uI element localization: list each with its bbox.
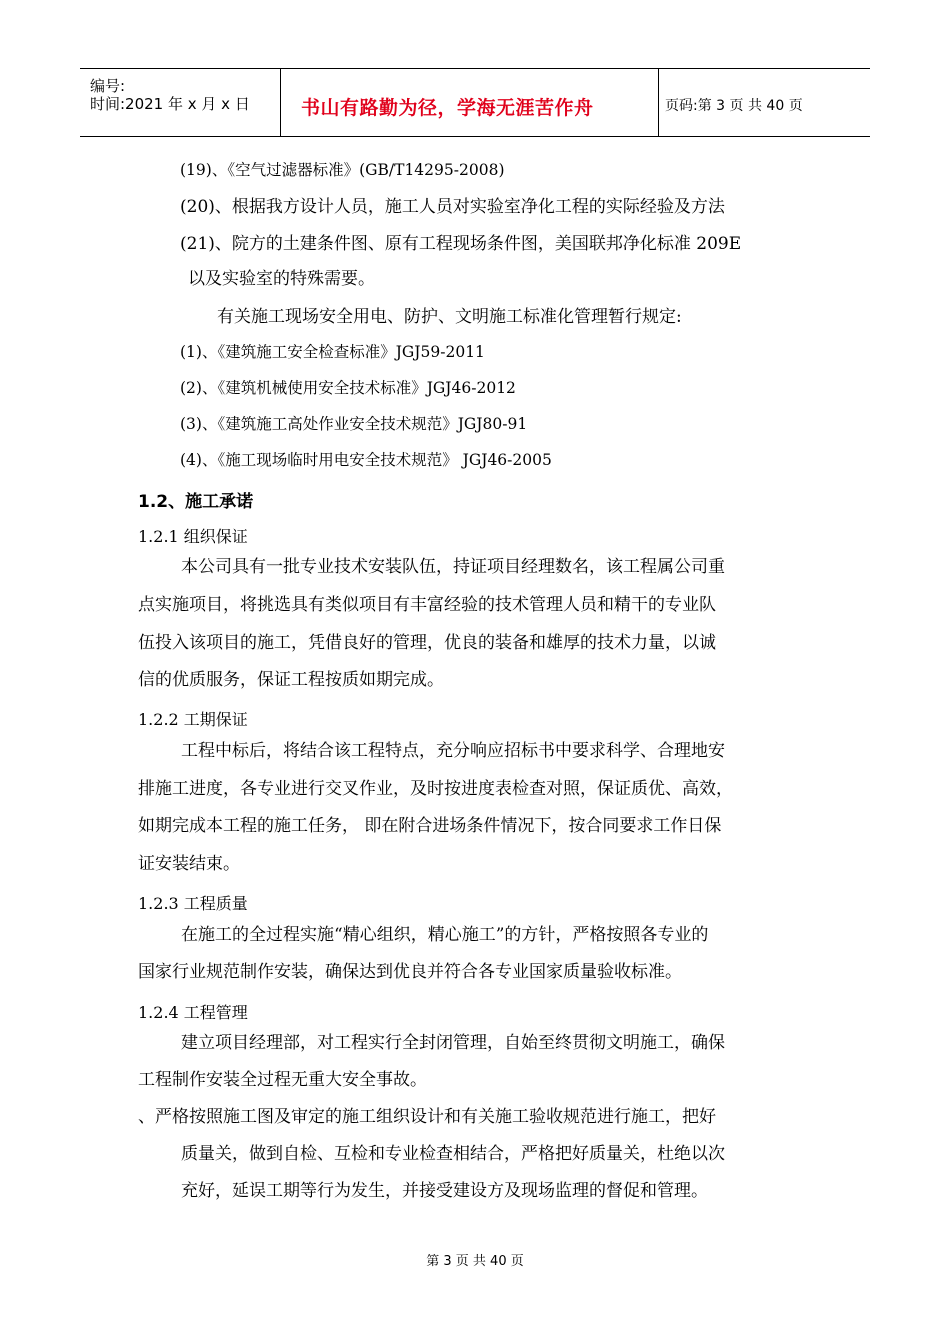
safety-standard-item: (1)、《建筑施工安全检查标准》JGJ59-2011 [180,343,485,361]
paragraph-line: 信的优质服务，保证工程按质如期完成。 [138,670,444,690]
page-info: 页码:第 3 页 共 40 页 [665,98,803,114]
paragraph-line: 建立项目经理部，对工程实行全封闭管理，自始至终贯彻文明施工，确保 [181,1033,725,1053]
date-label: 时间:2021 年 x 月 x 日 [90,95,250,113]
standard-item-continued: 以及实验室的特殊需要。 [188,269,375,289]
number-label: 编号: [90,77,126,95]
document-header [80,68,870,137]
paragraph-line: 如期完成本工程的施工任务， 即在附合进场条件情况下，按合同要求工作日保 [138,816,722,836]
paragraph-line: 在施工的全过程实施“精心组织，精心施工”的方针，严格按照各专业的 [181,925,709,945]
paragraph-line: 伍投入该项目的施工，凭借良好的管理，优良的装备和雄厚的技术力量，以诚 [138,633,716,653]
paragraph-line: 国家行业规范制作安装，确保达到优良并符合各专业国家质量验收标准。 [138,962,682,982]
safety-standard-item: (3)、《建筑施工高处作业安全技术规范》JGJ80-91 [180,415,528,433]
safety-standard-item: (4)、《施工现场临时用电安全技术规范》 JGJ46-2005 [180,451,552,469]
standard-item: (19)、《空气过滤器标准》(GB/T14295-2008) [180,161,505,179]
paragraph-line: 充好，延误工期等行为发生，并接受建设方及现场监理的督促和管理。 [181,1181,708,1201]
paragraph-line: 点实施项目，将挑选具有类似项目有丰富经验的技术管理人员和精干的专业队 [138,595,716,615]
standard-item: (21)、院方的土建条件图、原有工程现场条件图，美国联邦净化标准 209E [180,234,742,254]
header-meta-cell [80,69,281,136]
header-page-cell [659,69,870,136]
safety-intro: 有关施工现场安全用电、防护、文明施工标准化管理暂行规定: [217,307,682,327]
subsection-heading: 1.2.2 工期保证 [138,710,248,729]
safety-standard-item: (2)、《建筑机械使用安全技术标准》JGJ46-2012 [180,379,516,397]
paragraph-line: 排施工进度，各专业进行交叉作业，及时按进度表检查对照，保证质优、高效， [138,779,733,799]
subsection-heading: 1.2.4 工程管理 [138,1003,248,1022]
subsection-heading: 1.2.3 工程质量 [138,894,248,913]
standard-item: (20)、根据我方设计人员，施工人员对实验室净化工程的实际经验及方法 [180,197,725,217]
paragraph-line: 证安装结束。 [138,854,240,874]
page-footer: 第 3 页 共 40 页 [426,1254,524,1269]
paragraph-line: 质量关，做到自检、互检和专业检查相结合，严格把好质量关，杜绝以次 [181,1144,725,1164]
header-motto-cell [281,69,659,136]
paragraph-line: 工程中标后，将结合该工程特点，充分响应招标书中要求科学、合理地安 [181,741,725,761]
motto: 书山有路勤为径，学海无涯苦作舟 [301,97,594,119]
subsection-heading: 1.2.1 组织保证 [138,527,248,546]
paragraph-line: 本公司具有一批专业技术安装队伍，持证项目经理数名，该工程属公司重 [181,557,725,577]
paragraph-line: 、严格按照施工图及审定的施工组织设计和有关施工验收规范进行施工，把好 [138,1107,716,1127]
section-heading: 1.2、施工承诺 [138,492,254,512]
paragraph-line: 工程制作安装全过程无重大安全事故。 [138,1070,427,1090]
